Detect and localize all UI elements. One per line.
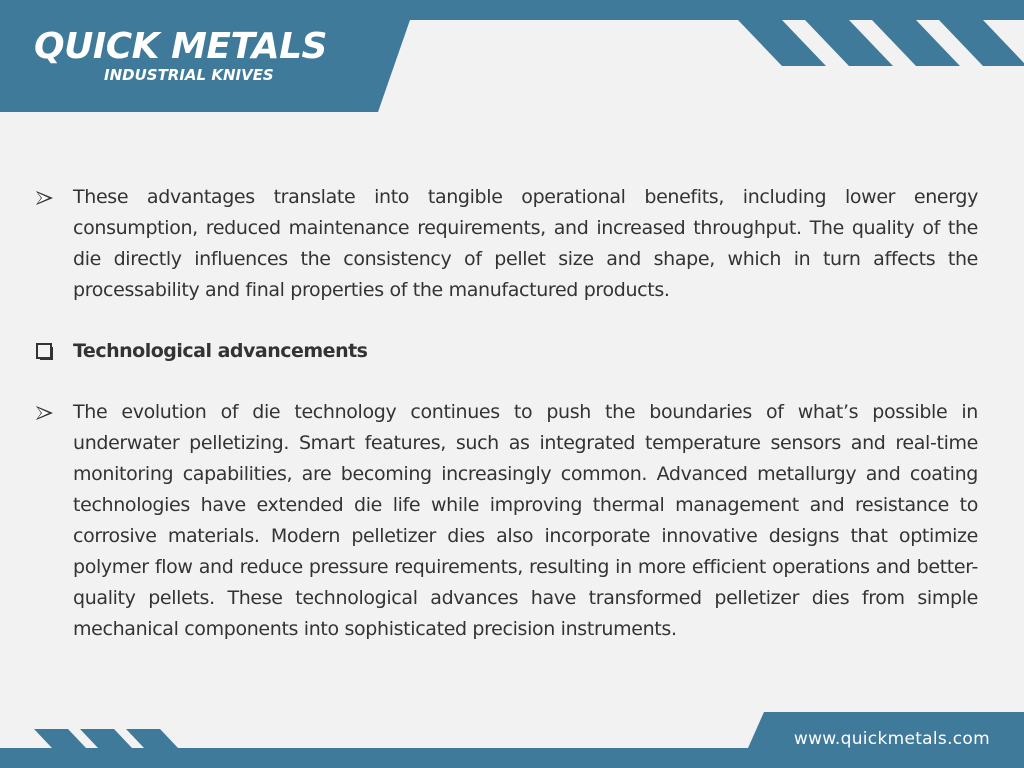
arrowhead-bullet-icon — [36, 182, 58, 213]
bullet-item — [36, 397, 978, 645]
section-heading: Technological advancements — [73, 340, 368, 362]
website-url[interactable]: www.quickmetals.com — [793, 729, 990, 749]
checkbox-icon — [36, 336, 58, 367]
footer-stripe — [126, 729, 178, 748]
paragraph-evolution: The evolution of die technology continues to push the boundaries of what’s possible in underwater pelletizing. Smart features, such as integrated temperature sensors and real-time monitoring capabilities, are becoming increasingly common. Advanced metallurgy and coating technologies have extended die life while improving thermal management and resistance to corrosive materials. Modern pelletizer dies also incorporate innovative designs that optimize polymer flow and reduce pressure requirements, resulting in more efficient operations and better-quality pellets. These technological advances have transformed pelletizer dies from simple mechanical components into sophisticated precision instruments. — [73, 401, 978, 640]
footer-stripe — [80, 729, 132, 748]
paragraph-benefits: These advantages translate into tangible operational benefits, including lower energy consumption, reduced maintenance requirements, and increased throughput. The quality of the die directly influences the consistency of pellet size and shape, which in turn affects the processability and final properties of the manufactured products. — [73, 186, 978, 301]
section-heading-item — [36, 336, 978, 367]
company-logo — [34, 26, 374, 96]
logo-wordmark: QUICK METALS — [34, 26, 327, 67]
arrowhead-bullet-icon — [36, 397, 58, 428]
footer-stripe — [34, 729, 86, 748]
logo-tagline: INDUSTRIAL KNIVES — [104, 66, 274, 84]
slide-content — [36, 182, 978, 645]
bullet-item — [36, 182, 978, 306]
